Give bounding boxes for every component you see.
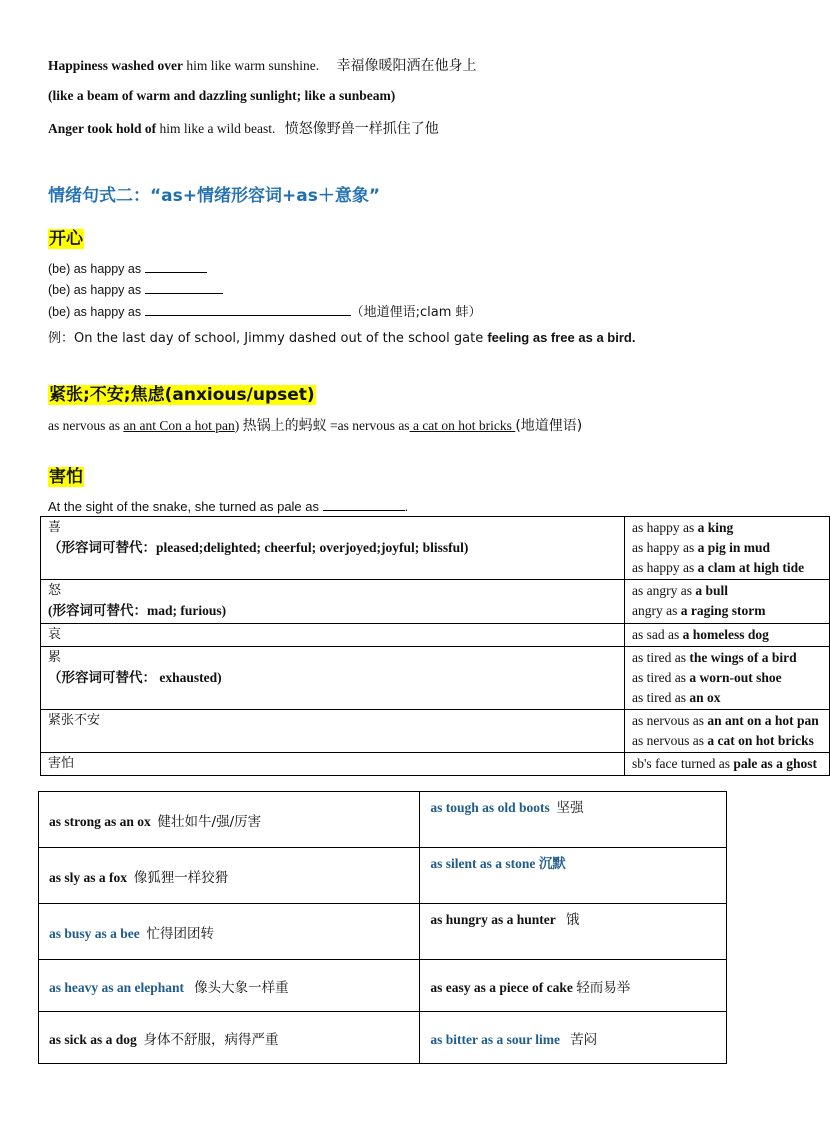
blank-line — [323, 498, 405, 511]
emotion-cat: 喜 — [48, 520, 62, 535]
example-prefix: as happy as — [632, 560, 698, 575]
example-prefix: as nervous as — [632, 713, 708, 728]
simile-en: as easy as a piece of cake — [430, 979, 573, 995]
simile-cell — [39, 960, 420, 1012]
example-image: a raging storm — [680, 603, 766, 618]
simile-cn: 苦闷 — [570, 1031, 598, 1048]
happy-label: 开心 — [49, 229, 83, 249]
section-heading: 情绪句式二：“as+情绪形容词+as＋意象” — [48, 186, 381, 206]
simile-cn: 沉默 — [538, 856, 566, 872]
emotion-cell — [41, 753, 625, 776]
table-row — [39, 1012, 727, 1064]
example-image: a pig in mud — [697, 540, 771, 555]
simile-cn: 像狐狸一样狡猾 — [133, 869, 229, 886]
emotion-cat: 怒 — [48, 583, 62, 598]
example-prefix: as happy as — [632, 540, 698, 555]
happy-line-2-text: (be) as happy as — [48, 283, 142, 297]
happy-line-1 — [48, 260, 207, 276]
table-row — [41, 753, 830, 776]
table-row — [41, 517, 830, 580]
simile-cell — [39, 848, 420, 904]
example-prefix: as tired as — [632, 690, 690, 705]
simile-cn: 坚强 — [556, 800, 584, 816]
simile-en: as heavy as an elephant — [49, 979, 185, 995]
emotion-examples — [625, 753, 830, 776]
table-row — [41, 580, 830, 624]
happy-line-2 — [48, 281, 223, 297]
example-image: the wings of a bird — [689, 650, 797, 665]
emotion-cat: 累 — [48, 650, 62, 665]
simile-en: as silent as a stone — [430, 856, 536, 871]
nervous-text-2: ) — [234, 418, 243, 433]
afraid-label: 害怕 — [49, 467, 83, 487]
emotion-cell — [41, 647, 625, 710]
blank-line — [145, 281, 223, 294]
emotion-sub: （形容词可替代： exhausted) — [48, 670, 222, 685]
simile-cell — [39, 904, 420, 960]
emotion-examples — [625, 580, 830, 624]
simile-en: as sick as a dog — [49, 1031, 137, 1047]
simile-cell — [39, 1012, 420, 1064]
table-row — [41, 710, 830, 753]
emotion-table-wrap — [40, 516, 819, 772]
nervous-label: 紧张;不安;焦虑(anxious/upset) — [49, 385, 315, 405]
intro-line-3-bold: Anger took hold of — [48, 121, 157, 136]
emotion-cat: 紧张不安 — [48, 713, 101, 728]
afraid-sentence — [48, 498, 408, 514]
table-row — [39, 848, 727, 904]
nervous-line — [48, 415, 582, 435]
intro-line-1-bold: Happiness washed over — [48, 58, 184, 73]
example-prefix: as happy as — [632, 520, 698, 535]
simile-cell — [39, 792, 420, 848]
nervous-text-1: as nervous as — [48, 418, 124, 433]
example-prefix: as angry as — [632, 583, 696, 598]
blank-line — [145, 260, 207, 273]
example-prefix: sb's face turned as — [632, 756, 734, 771]
example-prefix: as nervous as — [632, 733, 708, 748]
intro-line-1-cn: 幸福像暖阳洒在他身上 — [336, 58, 477, 74]
nervous-text-4: (地道俚语) — [515, 418, 583, 434]
example-image: a homeless dog — [682, 627, 769, 642]
simile-en: as strong as an ox — [49, 813, 151, 829]
example-image: a worn-out shoe — [689, 670, 782, 685]
emotion-cell — [41, 517, 625, 580]
example-prefix: as tired as — [632, 650, 690, 665]
nervous-label-wrap — [48, 380, 316, 405]
happy-line-3 — [48, 301, 482, 320]
simile-cell — [420, 904, 727, 960]
emotion-cat: 害怕 — [48, 756, 75, 771]
emotion-examples — [625, 624, 830, 647]
emotion-cell — [41, 624, 625, 647]
intro-line-1 — [48, 55, 477, 75]
simile-en: as busy as a bee — [49, 925, 140, 941]
happy-line-1-text: (be) as happy as — [48, 262, 142, 276]
simile-cn: 像头大象一样重 — [194, 979, 289, 996]
simile-en: as tough as old boots — [430, 800, 550, 815]
happy-example-prefix: 例：On the last day of school, Jimmy dashed out of the school gate — [48, 331, 488, 346]
example-image: a king — [697, 520, 734, 535]
intro-line-3 — [48, 118, 439, 138]
simile-cn: 健壮如牛/强/厉害 — [157, 813, 262, 830]
intro-line-3-cn: 愤怒像野兽一样抓住了他 — [284, 121, 439, 137]
example-prefix: angry as — [632, 603, 681, 618]
example-prefix: as sad as — [632, 627, 683, 642]
example-image: a clam at high tide — [697, 560, 805, 575]
emotion-sub: （形容词可替代：pleased;delighted; cheerful; overjoyed;joyful; blissful) — [48, 540, 469, 555]
blank-line — [145, 303, 351, 316]
simile-table — [38, 791, 727, 1064]
example-image: pale as a ghost — [733, 756, 818, 771]
table-row — [39, 960, 727, 1012]
table-row — [41, 647, 830, 710]
simile-en: as bitter as a sour lime — [430, 1031, 561, 1047]
emotion-examples — [625, 710, 830, 753]
simile-cn: 轻而易举 — [576, 979, 631, 996]
emotion-cat: 哀 — [48, 627, 62, 642]
emotion-examples — [625, 517, 830, 580]
happy-example — [48, 327, 635, 346]
simile-cell — [420, 792, 727, 848]
table-row — [39, 904, 727, 960]
nervous-cn: 热锅上的蚂蚁 — [242, 418, 327, 434]
nervous-underline-2: a cat on hot bricks — [409, 418, 516, 433]
happy-label-wrap — [48, 224, 84, 249]
table-row — [41, 624, 830, 647]
example-image: a bull — [695, 583, 729, 598]
simile-cell — [420, 1012, 727, 1064]
emotion-examples — [625, 647, 830, 710]
intro-line-2: (like a beam of warm and dazzling sunlight; like a sunbeam) — [48, 88, 396, 103]
nervous-text-3: =as nervous as — [326, 418, 410, 433]
happy-note: （地道俚语;clam 蚌） — [350, 305, 482, 320]
afraid-label-wrap — [48, 462, 84, 487]
intro-line-1-rest: him like warm sunshine. — [183, 58, 320, 73]
afraid-sentence-end: . — [404, 499, 409, 514]
emotion-sub: (形容词可替代：mad; furious) — [48, 603, 227, 618]
nervous-underline-1: an ant Con a hot pan — [123, 418, 235, 433]
simile-cn: 忙得团团转 — [146, 925, 215, 942]
intro-line-3-rest: him like a wild beast. — [156, 121, 276, 136]
simile-cell — [420, 848, 727, 904]
simile-en: as hungry as a hunter — [430, 912, 556, 927]
emotion-cell — [41, 580, 625, 624]
simile-cn: 饿 — [565, 912, 580, 928]
emotion-cell — [41, 710, 625, 753]
happy-line-3-text: (be) as happy as — [48, 305, 142, 319]
emotion-table — [40, 516, 830, 776]
example-image: a cat on hot bricks — [707, 733, 814, 748]
happy-example-bold: feeling as free as a bird. — [487, 330, 636, 345]
simile-cell — [420, 960, 727, 1012]
simile-cn: 身体不舒服，病得严重 — [143, 1031, 279, 1048]
table-row — [39, 792, 727, 848]
example-image: an ox — [689, 690, 721, 705]
simile-en: as sly as a fox — [49, 869, 128, 885]
example-prefix: as tired as — [632, 670, 690, 685]
afraid-sentence-prefix: At the sight of the snake, she turned as pale as — [48, 499, 323, 514]
example-image: an ant on a hot pan — [707, 713, 819, 728]
